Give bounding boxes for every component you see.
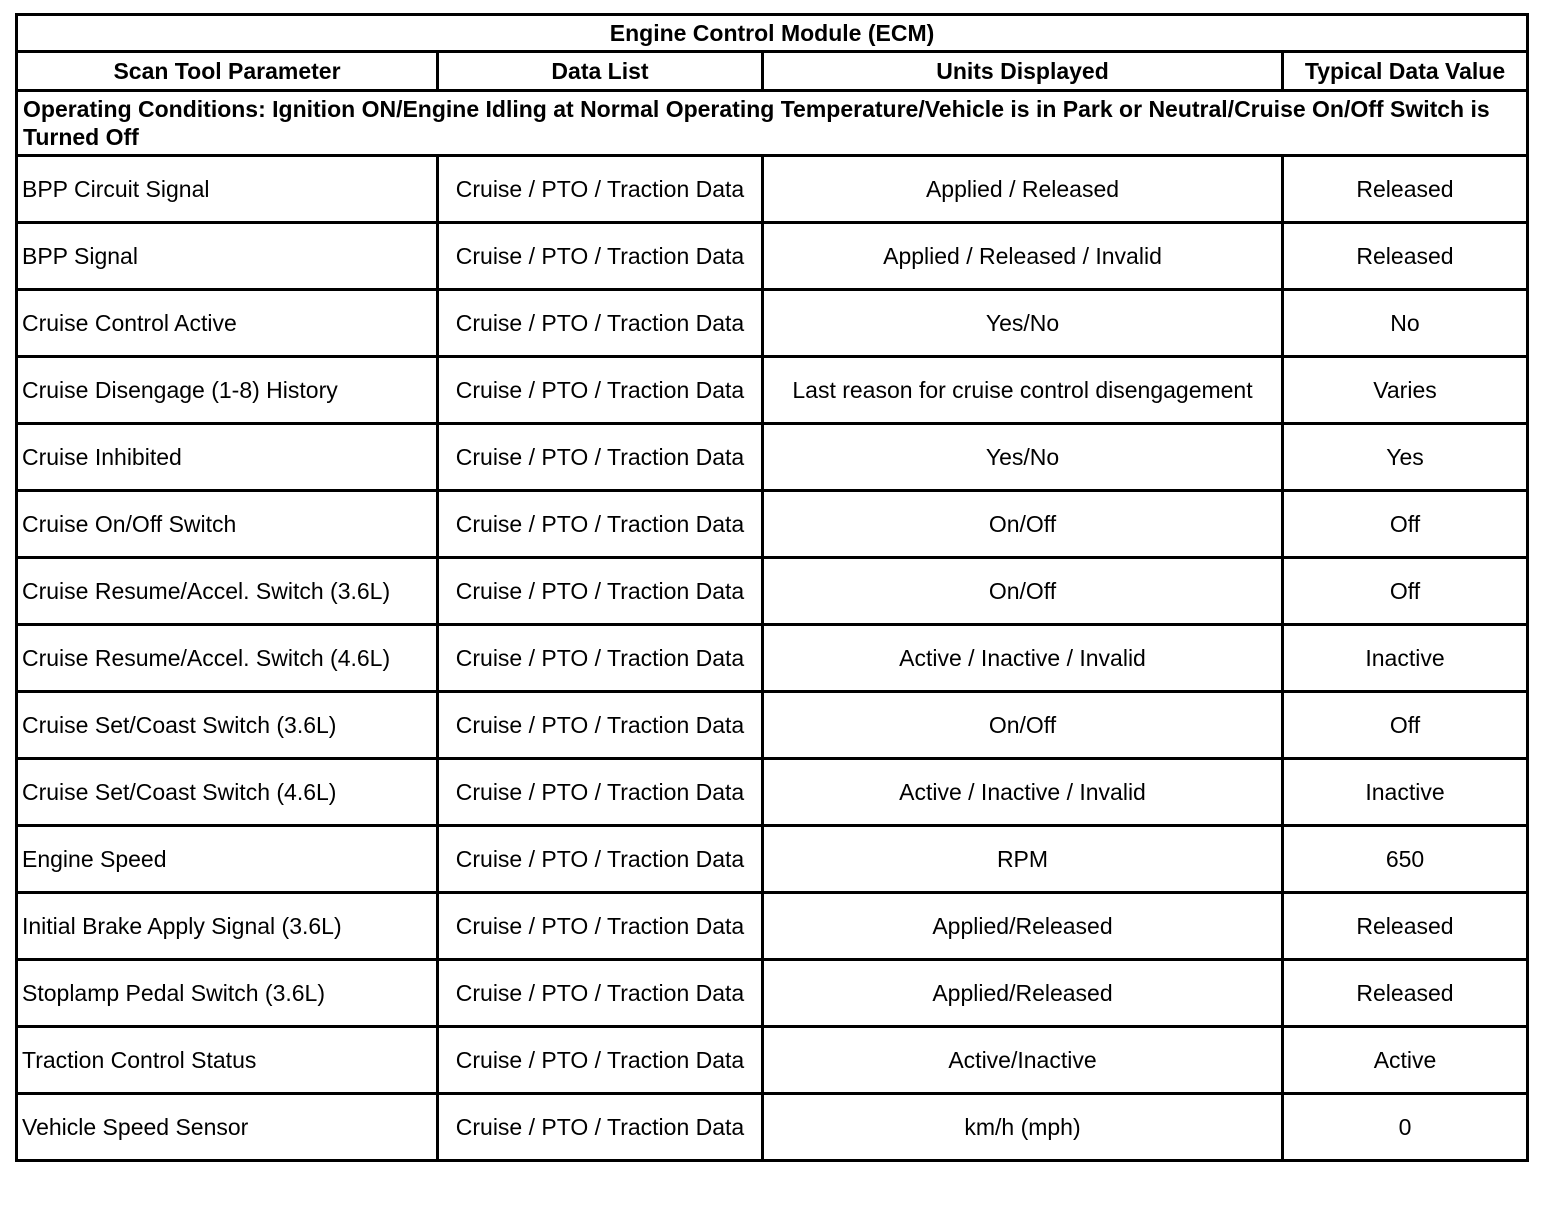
cell-parameter: Traction Control Status bbox=[17, 1027, 438, 1094]
cell-parameter: BPP Signal bbox=[17, 223, 438, 290]
cell-parameter: BPP Circuit Signal bbox=[17, 156, 438, 223]
cell-units: Applied/Released bbox=[763, 960, 1283, 1027]
cell-data-list: Cruise / PTO / Traction Data bbox=[438, 491, 763, 558]
table-row bbox=[17, 1027, 1528, 1094]
cell-units: On/Off bbox=[763, 491, 1283, 558]
cell-typical-value: Inactive bbox=[1283, 759, 1528, 826]
cell-typical-value: No bbox=[1283, 290, 1528, 357]
cell-parameter: Cruise Disengage (1-8) History bbox=[17, 357, 438, 424]
cell-data-list: Cruise / PTO / Traction Data bbox=[438, 759, 763, 826]
header-typical-data-value: Typical Data Value bbox=[1283, 52, 1528, 91]
table-row bbox=[17, 424, 1528, 491]
cell-typical-value: 650 bbox=[1283, 826, 1528, 893]
table-row bbox=[17, 156, 1528, 223]
cell-parameter: Cruise Control Active bbox=[17, 290, 438, 357]
table-title-row bbox=[17, 15, 1528, 52]
table-title: Engine Control Module (ECM) bbox=[17, 15, 1528, 52]
table-row bbox=[17, 826, 1528, 893]
cell-units: Active / Inactive / Invalid bbox=[763, 625, 1283, 692]
cell-typical-value: 0 bbox=[1283, 1094, 1528, 1161]
cell-typical-value: Varies bbox=[1283, 357, 1528, 424]
cell-typical-value: Off bbox=[1283, 491, 1528, 558]
cell-units: Applied/Released bbox=[763, 893, 1283, 960]
cell-parameter: Cruise Inhibited bbox=[17, 424, 438, 491]
table-body bbox=[17, 91, 1528, 1161]
operating-conditions-row bbox=[17, 91, 1528, 156]
cell-typical-value: Inactive bbox=[1283, 625, 1528, 692]
table-row bbox=[17, 357, 1528, 424]
cell-typical-value: Off bbox=[1283, 558, 1528, 625]
cell-parameter: Cruise Resume/Accel. Switch (3.6L) bbox=[17, 558, 438, 625]
cell-units: Yes/No bbox=[763, 290, 1283, 357]
table-row bbox=[17, 759, 1528, 826]
header-scan-tool-parameter: Scan Tool Parameter bbox=[17, 52, 438, 91]
table-row bbox=[17, 223, 1528, 290]
cell-units: Applied / Released bbox=[763, 156, 1283, 223]
header-data-list: Data List bbox=[438, 52, 763, 91]
cell-data-list: Cruise / PTO / Traction Data bbox=[438, 826, 763, 893]
cell-units: Yes/No bbox=[763, 424, 1283, 491]
table-row bbox=[17, 692, 1528, 759]
cell-parameter: Cruise Set/Coast Switch (3.6L) bbox=[17, 692, 438, 759]
table-row bbox=[17, 1094, 1528, 1161]
cell-units: On/Off bbox=[763, 558, 1283, 625]
cell-data-list: Cruise / PTO / Traction Data bbox=[438, 424, 763, 491]
cell-units: On/Off bbox=[763, 692, 1283, 759]
cell-data-list: Cruise / PTO / Traction Data bbox=[438, 357, 763, 424]
cell-parameter: Vehicle Speed Sensor bbox=[17, 1094, 438, 1161]
cell-units: Last reason for cruise control disengagement bbox=[763, 357, 1283, 424]
operating-conditions: Operating Conditions: Ignition ON/Engine Idling at Normal Operating Temperature/Vehicle is in Park or Neutral/Cruise On/Off Switch is Turned Off bbox=[17, 91, 1528, 156]
cell-typical-value: Released bbox=[1283, 156, 1528, 223]
cell-data-list: Cruise / PTO / Traction Data bbox=[438, 692, 763, 759]
cell-units: Applied / Released / Invalid bbox=[763, 223, 1283, 290]
header-units-displayed: Units Displayed bbox=[763, 52, 1283, 91]
table-row bbox=[17, 290, 1528, 357]
cell-parameter: Stoplamp Pedal Switch (3.6L) bbox=[17, 960, 438, 1027]
cell-data-list: Cruise / PTO / Traction Data bbox=[438, 558, 763, 625]
ecm-data-table bbox=[15, 13, 1529, 1162]
cell-typical-value: Off bbox=[1283, 692, 1528, 759]
cell-typical-value: Released bbox=[1283, 893, 1528, 960]
cell-data-list: Cruise / PTO / Traction Data bbox=[438, 960, 763, 1027]
cell-data-list: Cruise / PTO / Traction Data bbox=[438, 625, 763, 692]
cell-data-list: Cruise / PTO / Traction Data bbox=[438, 223, 763, 290]
table-row bbox=[17, 625, 1528, 692]
table-header-row bbox=[17, 52, 1528, 91]
cell-typical-value: Released bbox=[1283, 223, 1528, 290]
cell-units: Active/Inactive bbox=[763, 1027, 1283, 1094]
cell-typical-value: Yes bbox=[1283, 424, 1528, 491]
cell-data-list: Cruise / PTO / Traction Data bbox=[438, 290, 763, 357]
cell-data-list: Cruise / PTO / Traction Data bbox=[438, 893, 763, 960]
cell-parameter: Cruise Set/Coast Switch (4.6L) bbox=[17, 759, 438, 826]
cell-parameter: Engine Speed bbox=[17, 826, 438, 893]
cell-data-list: Cruise / PTO / Traction Data bbox=[438, 1094, 763, 1161]
table-row bbox=[17, 558, 1528, 625]
table-row bbox=[17, 893, 1528, 960]
cell-data-list: Cruise / PTO / Traction Data bbox=[438, 1027, 763, 1094]
cell-parameter: Cruise Resume/Accel. Switch (4.6L) bbox=[17, 625, 438, 692]
cell-units: Active / Inactive / Invalid bbox=[763, 759, 1283, 826]
cell-typical-value: Released bbox=[1283, 960, 1528, 1027]
cell-parameter: Initial Brake Apply Signal (3.6L) bbox=[17, 893, 438, 960]
cell-parameter: Cruise On/Off Switch bbox=[17, 491, 438, 558]
table-row bbox=[17, 491, 1528, 558]
cell-units: RPM bbox=[763, 826, 1283, 893]
cell-typical-value: Active bbox=[1283, 1027, 1528, 1094]
cell-data-list: Cruise / PTO / Traction Data bbox=[438, 156, 763, 223]
table-row bbox=[17, 960, 1528, 1027]
cell-units: km/h (mph) bbox=[763, 1094, 1283, 1161]
